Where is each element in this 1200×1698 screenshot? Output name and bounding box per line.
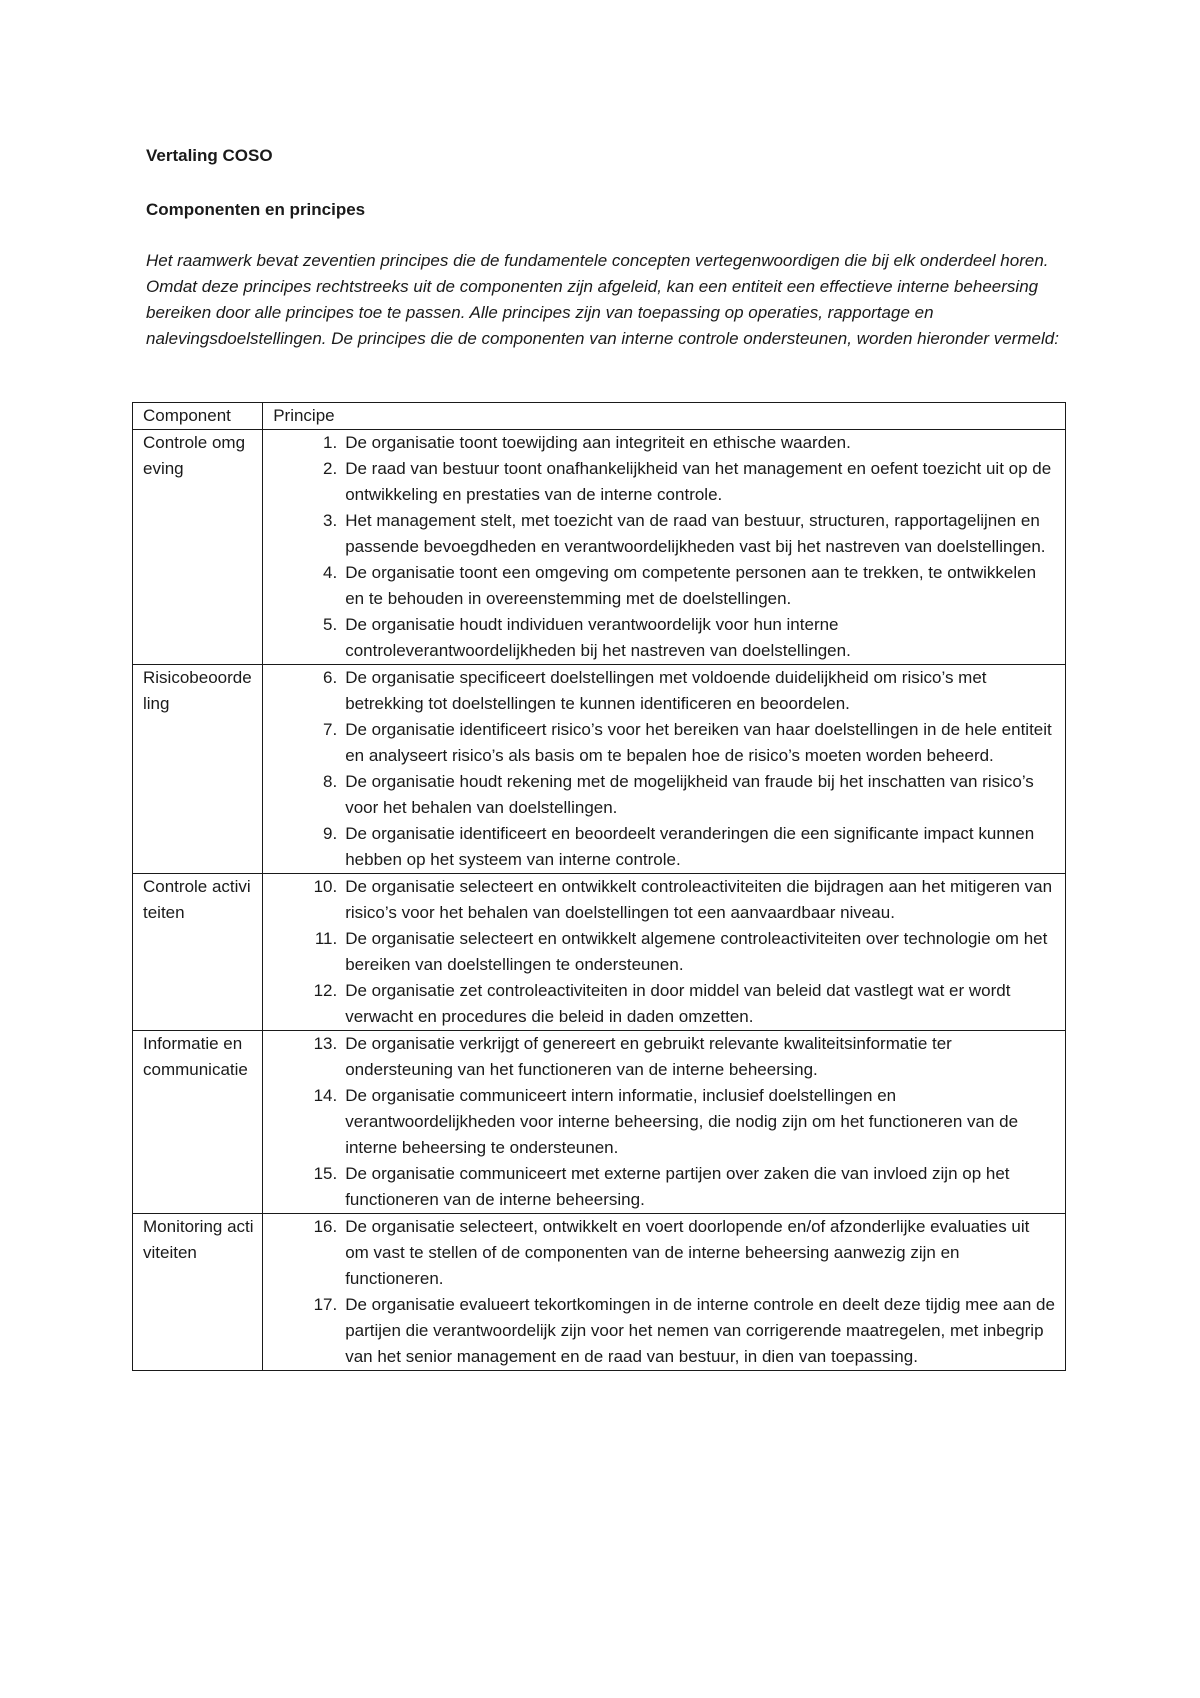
principle-number: 15. [313,1164,338,1183]
component-cell: Controle activiteiten [133,874,263,1031]
principle-list [273,430,1057,664]
principle-cell [263,1031,1066,1214]
component-cell: Controle omgeving [133,430,263,665]
principle-item [273,1161,1057,1213]
table-body [133,430,1066,1371]
principle-list [273,1031,1057,1213]
principle-text: De organisatie toont toewijding aan integriteit en ethische waarden. [345,433,851,452]
principle-text: De organisatie selecteert en ontwikkelt algemene controleactiviteiten over technologie om het bereiken van doelstellingen te ondersteunen. [345,929,1048,974]
principle-item [273,926,1057,978]
principle-number: 13. [313,1034,338,1053]
principle-item [273,978,1057,1030]
principle-number: 17. [313,1295,338,1314]
principle-text: Het management stelt, met toezicht van de raad van bestuur, structuren, rapportagelijnen en passende bevoegdheden en verantwoordelijkheden vast bij het nastreven van doelstellingen. [345,511,1046,556]
principle-item [273,1292,1057,1370]
document-title: Vertaling COSO [146,146,273,165]
header-component: Component [133,403,263,430]
principle-number: 3. [323,511,338,530]
principle-item [273,821,1057,873]
principle-list [273,874,1057,1030]
principle-text: De organisatie verkrijgt of genereert en gebruikt relevante kwaliteitsinformatie ter ondersteuning van het functioneren van de interne beheersing. [345,1034,952,1079]
principle-number: 4. [323,563,338,582]
principle-item [273,612,1057,664]
table-header-row [133,403,1066,430]
intro-paragraph: Het raamwerk bevat zeventien principes die de fundamentele concepten vertegenwoordigen die bij elk onderdeel horen. Omdat deze principes rechtstreeks uit de componenten zijn afgeleid, kan een entiteit een effectieve interne beheersing bereiken door alle principes toe te passen. Alle principes zijn van toepassing op operaties, rapportage en nalevingsdoelstellingen. De principes die de componenten van interne controle ondersteunen, worden hieronder vermeld: [146,251,1059,348]
principle-number: 1. [323,433,338,452]
principle-number: 8. [323,772,338,791]
table-row [133,430,1066,665]
principle-item [273,456,1057,508]
principle-item [273,717,1057,769]
principle-number: 7. [323,720,338,739]
principle-number: 11. [314,929,338,948]
principle-number: 10. [313,877,338,896]
principle-text: De organisatie communiceert intern informatie, inclusief doelstellingen en verantwoordelijkheden voor interne beheersing, die nodig zijn om het functioneren van de interne beheersing te ondersteunen. [345,1086,1019,1157]
principle-text: De organisatie evalueert tekortkomingen in de interne controle en deelt deze tijdig mee aan de partijen die verantwoordelijk zijn voor het nemen van corrigerende maatregelen, met inbegrip van het senior management en de raad van bestuur, in dien van toepassing. [345,1295,1055,1366]
principle-text: De organisatie communiceert met externe partijen over zaken die van invloed zijn op het functioneren van de interne beheersing. [345,1164,1010,1209]
principle-item [273,1083,1057,1161]
principle-list [273,665,1057,873]
principle-number: 9. [323,824,338,843]
table-row [133,1214,1066,1371]
principle-item [273,1214,1057,1292]
principle-text: De organisatie selecteert en ontwikkelt controleactiviteiten die bijdragen aan het mitigeren van risico’s voor het behalen van doelstellingen tot een aanvaardbaar niveau. [345,877,1053,922]
principle-item [273,665,1057,717]
principle-number: 16. [313,1217,338,1236]
section-heading: Componenten en principes [146,200,366,219]
component-cell: Informatie en communicatie [133,1031,263,1214]
principle-text: De organisatie identificeert en beoordeelt veranderingen die een significante impact kunnen hebben op het systeem van interne controle. [345,824,1035,869]
principle-item [273,769,1057,821]
principle-text: De organisatie houdt rekening met de mogelijkheid van fraude bij het inschatten van risico’s voor het behalen van doelstellingen. [345,772,1034,817]
principle-item [273,508,1057,560]
principle-item [273,1031,1057,1083]
principle-text: De organisatie houdt individuen verantwoordelijk voor hun interne controleverantwoordelijkheden bij het nastreven van doelstellingen. [345,615,851,660]
table-row [133,874,1066,1031]
principle-text: De organisatie identificeert risico’s voor het bereiken van haar doelstellingen in de hele entiteit en analyseert risico’s als basis om te bepalen hoe de risico’s moeten worden beheerd. [345,720,1052,765]
principle-cell [263,874,1066,1031]
principle-cell [263,430,1066,665]
principle-text: De organisatie toont een omgeving om competente personen aan te trekken, te ontwikkelen en te behouden in overeenstemming met de doelstellingen. [345,563,1037,608]
table-row [133,665,1066,874]
principle-number: 14. [313,1086,338,1105]
principle-text: De raad van bestuur toont onafhankelijkheid van het management en oefent toezicht uit op de ontwikkeling en prestaties van de interne controle. [345,459,1052,504]
principle-cell [263,1214,1066,1371]
principle-item [273,874,1057,926]
component-cell: Monitoring activiteiten [133,1214,263,1371]
principle-text: De organisatie zet controleactiviteiten in door middel van beleid dat vastlegt wat er wordt verwacht en procedures die beleid in daden omzetten. [345,981,1011,1026]
header-principle: Principe [263,403,1066,430]
principle-text: De organisatie specificeert doelstellingen met voldoende duidelijkheid om risico’s met betrekking tot doelstellingen te kunnen identificeren en beoordelen. [345,668,987,713]
principle-list [273,1214,1057,1370]
principle-number: 5. [323,615,338,634]
principle-number: 12. [313,981,338,1000]
principle-item [273,430,1057,456]
principle-item [273,560,1057,612]
table-row [133,1031,1066,1214]
component-cell: Risicobeoordeling [133,665,263,874]
principle-number: 6. [323,668,338,687]
principle-text: De organisatie selecteert, ontwikkelt en voert doorlopende en/of afzonderlijke evaluaties uit om vast te stellen of de componenten van de interne beheersing aanwezig zijn en functioneren. [345,1217,1030,1288]
principles-table [132,402,1066,1371]
principle-number: 2. [323,459,338,478]
principle-cell [263,665,1066,874]
